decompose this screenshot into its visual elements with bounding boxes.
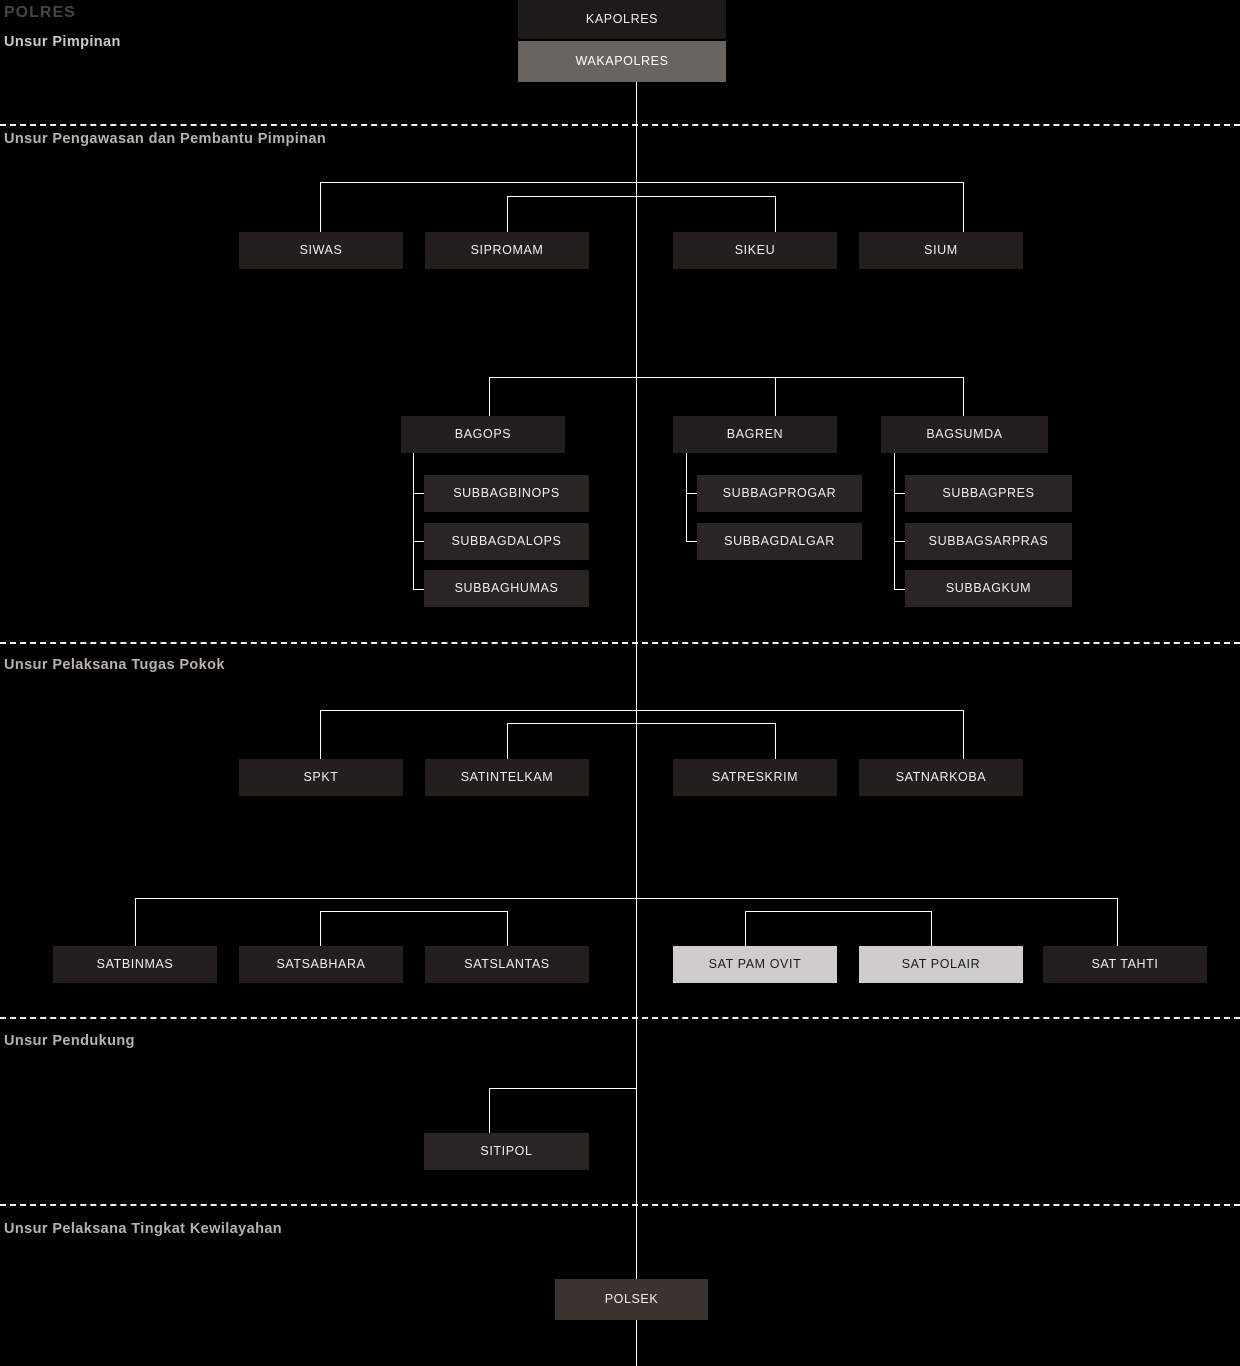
bus-line-row3 xyxy=(320,710,964,711)
node-satsabhara[interactable]: SATSABHARA xyxy=(239,946,403,983)
leader-subbagkum xyxy=(894,589,905,590)
bus-line-row1 xyxy=(320,182,964,183)
divider-2 xyxy=(0,642,1240,644)
node-subbagdalgar[interactable]: SUBBAGDALGAR xyxy=(697,523,862,560)
page-title: POLRES xyxy=(4,4,76,21)
section-label-pengawasan: Unsur Pengawasan dan Pembantu Pimpinan xyxy=(4,131,327,147)
drop-sipropam xyxy=(507,196,508,232)
drop-satsabhara xyxy=(320,911,321,946)
section-label-pendukung: Unsur Pendukung xyxy=(4,1033,135,1049)
node-sipropam[interactable]: SIPROMAM xyxy=(425,232,589,269)
divider-1 xyxy=(0,124,1240,126)
drop-satintelkam xyxy=(507,723,508,759)
node-polsek[interactable]: POLSEK xyxy=(555,1279,708,1320)
bus-line-row4c xyxy=(745,911,931,912)
leader-subbagdalops xyxy=(413,541,424,542)
node-siwas[interactable]: SIWAS xyxy=(239,232,403,269)
node-sium[interactable]: SIUM xyxy=(859,232,1023,269)
node-satpolair[interactable]: SAT POLAIR xyxy=(859,946,1023,983)
node-subbagkum[interactable]: SUBBAGKUM xyxy=(905,570,1072,607)
node-subbagdalops[interactable]: SUBBAGDALOPS xyxy=(424,523,589,560)
node-satnarkoba[interactable]: SATNARKOBA xyxy=(859,759,1023,796)
node-subbagbinops[interactable]: SUBBAGBINOPS xyxy=(424,475,589,512)
leader-subbagprogar xyxy=(686,493,697,494)
section-label-kewilayahan: Unsur Pelaksana Tingkat Kewilayahan xyxy=(4,1221,283,1237)
section-label-pelaksana-tugas: Unsur Pelaksana Tugas Pokok xyxy=(4,657,225,673)
node-satslantas[interactable]: SATSLANTAS xyxy=(425,946,589,983)
divider-3 xyxy=(0,1017,1240,1019)
bus-line-row4 xyxy=(135,898,1118,899)
drop-satreskrim xyxy=(775,723,776,759)
node-subbagprogar[interactable]: SUBBAGPROGAR xyxy=(697,475,862,512)
node-sitipol[interactable]: SITIPOL xyxy=(424,1133,589,1170)
drop-sium xyxy=(963,182,964,232)
spine-bagren xyxy=(686,453,687,541)
drop-satpamovit xyxy=(745,911,746,946)
bus-line-row3b xyxy=(507,723,775,724)
drop-satnarkoba xyxy=(963,710,964,759)
drop-siwas xyxy=(320,182,321,232)
node-satbinmas[interactable]: SATBINMAS xyxy=(53,946,217,983)
drop-sikeu xyxy=(775,196,776,232)
drop-bagsumda xyxy=(963,377,964,416)
drop-spkt xyxy=(320,710,321,759)
node-satpamovit[interactable]: SAT PAM OVIT xyxy=(673,946,837,983)
drop-satslantas xyxy=(507,911,508,946)
node-wakapolres[interactable]: WAKAPOLRES xyxy=(518,41,726,82)
drop-bagops xyxy=(489,377,490,416)
node-satintelkam[interactable]: SATINTELKAM xyxy=(425,759,589,796)
drop-sitipol xyxy=(489,1088,490,1133)
title-subtitle: Unsur Pimpinan xyxy=(4,34,121,50)
bus-line-row1b xyxy=(507,196,775,197)
node-sattahti[interactable]: SAT TAHTI xyxy=(1043,946,1207,983)
node-kapolres[interactable]: KAPOLRES xyxy=(518,0,726,39)
spine-bagops xyxy=(413,453,414,589)
divider-4 xyxy=(0,1204,1240,1206)
node-subbaghumas[interactable]: SUBBAGHUMAS xyxy=(424,570,589,607)
drop-satpolair xyxy=(931,911,932,946)
bus-line-row4b xyxy=(320,911,507,912)
node-subbagpres[interactable]: SUBBAGPRES xyxy=(905,475,1072,512)
spine-bagsumda xyxy=(894,453,895,589)
node-subbagsarpras[interactable]: SUBBAGSARPRAS xyxy=(905,523,1072,560)
node-satreskrim[interactable]: SATRESKRIM xyxy=(673,759,837,796)
bus-line-sitipol xyxy=(489,1088,637,1089)
drop-sattahti xyxy=(1117,898,1118,946)
node-sikeu[interactable]: SIKEU xyxy=(673,232,837,269)
node-bagsumda[interactable]: BAGSUMDA xyxy=(881,416,1048,453)
node-spkt[interactable]: SPKT xyxy=(239,759,403,796)
node-bagren[interactable]: BAGREN xyxy=(673,416,837,453)
bus-line-row2 xyxy=(489,377,963,378)
leader-subbagbinops xyxy=(413,493,424,494)
leader-subbaghumas xyxy=(413,589,424,590)
leader-subbagpres xyxy=(894,493,905,494)
leader-subbagdalgar xyxy=(686,541,697,542)
leader-subbagsarpras xyxy=(894,541,905,542)
drop-satbinmas xyxy=(135,898,136,946)
drop-bagren xyxy=(775,377,776,416)
node-bagops[interactable]: BAGOPS xyxy=(401,416,565,453)
